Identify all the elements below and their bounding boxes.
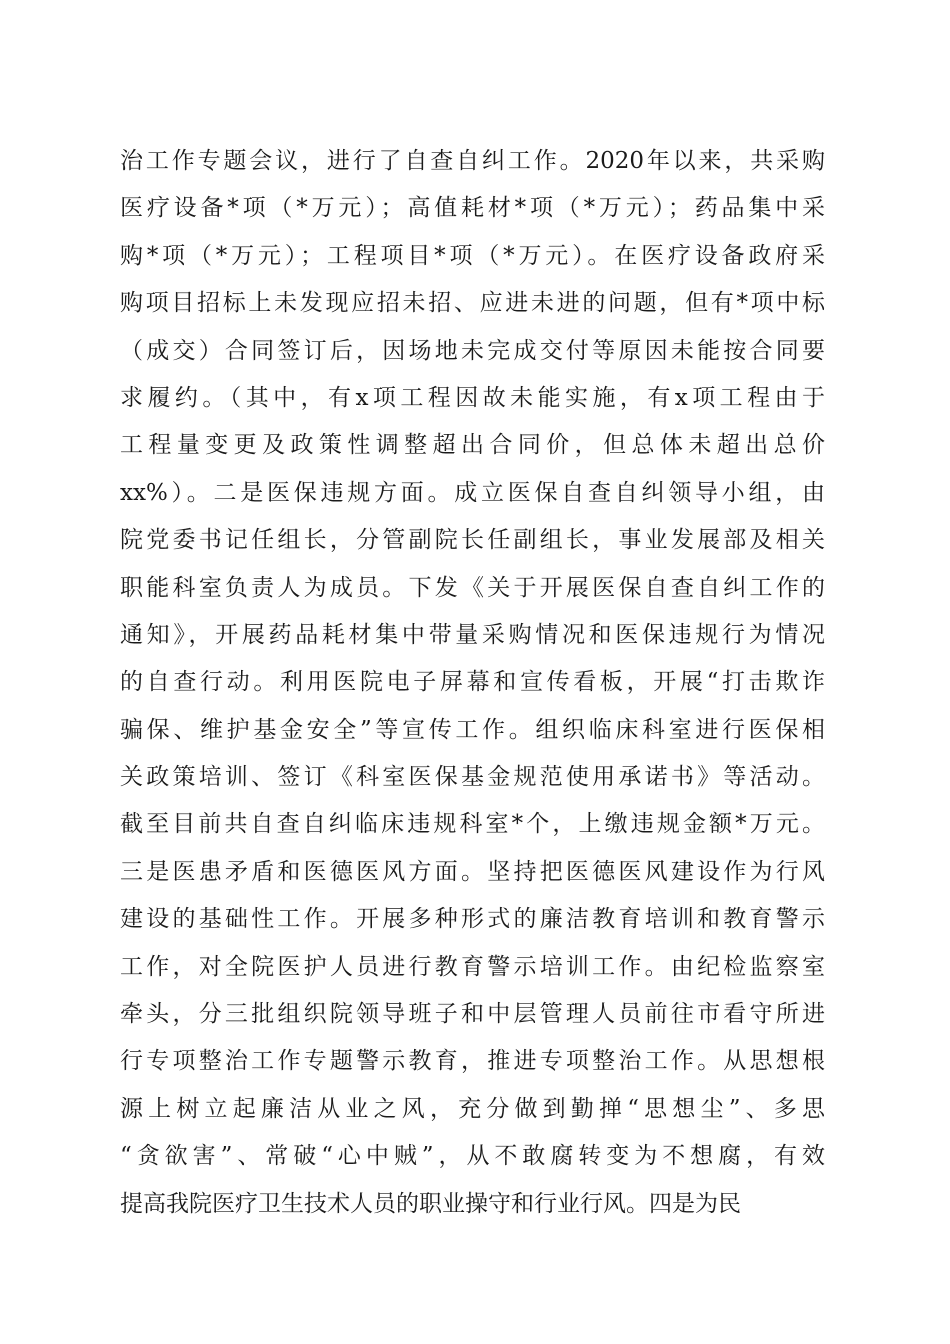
text-line: 求履约。（其中，有x项工程因故未能实施，有x项工程由于 <box>120 384 825 411</box>
text-line: 截至目前共自查自纠临床违规科室*个，上缴违规金额*万元。 <box>120 811 825 838</box>
text-line: 工作，对全院医护人员进行教育警示培训工作。由纪检监察室 <box>120 953 825 980</box>
text-line: xx%）。二是医保违规方面。成立医保自查自纠领导小组，由 <box>120 479 825 506</box>
text-line: 工程量变更及政策性调整超出合同价，但总体未超出总价 <box>120 432 825 459</box>
text-line: 治工作专题会议，进行了自查自纠工作。2020年以来，共采购 <box>120 148 825 174</box>
text-line: 三是医患矛盾和医德医风方面。坚持把医德医风建设作为行风 <box>120 858 825 885</box>
text-line: 源上树立起廉洁从业之风，充分做到勤掸“思想尘”、多思 <box>120 1095 825 1122</box>
text-line: 购*项（*万元）；工程项目*项（*万元）。在医疗设备政府采 <box>120 242 825 269</box>
text-line: 提高我院医疗卫生技术人员的职业操守和行业行风。四是为民 <box>120 1190 741 1217</box>
text-line: 建设的基础性工作。开展多种形式的廉洁教育培训和教育警示 <box>120 906 825 933</box>
text-line: 行专项整治工作专题警示教育，推进专项整治工作。从思想根 <box>120 1048 825 1075</box>
body-paragraph <box>120 138 825 1228</box>
text-line: 骗保、维护基金安全”等宣传工作。组织临床科室进行医保相 <box>120 716 825 743</box>
text-line: 职能科室负责人为成员。下发《关于开展医保自查自纠工作的 <box>120 574 825 601</box>
text-line: 医疗设备*项（*万元）；高值耗材*项（*万元）；药品集中采 <box>120 195 825 222</box>
text-line: 院党委书记任组长，分管副院长任副组长，事业发展部及相关 <box>120 527 825 554</box>
text-line: （成交）合同签订后，因场地未完成交付等原因未能按合同要 <box>120 337 825 364</box>
text-line: “贪欲害”、常破“心中贼”，从不敢腐转变为不想腐，有效 <box>120 1143 825 1170</box>
text-line: 购项目招标上未发现应招未招、应进未进的问题，但有*项中标 <box>120 290 825 317</box>
text-line: 通知》，开展药品耗材集中带量采购情况和医保违规行为情况 <box>120 621 825 648</box>
text-line: 的自查行动。利用医院电子屏幕和宣传看板，开展“打击欺诈 <box>120 669 825 696</box>
text-line: 牵头，分三批组织院领导班子和中层管理人员前往市看守所进 <box>120 1001 825 1028</box>
text-line: 关政策培训、签订《科室医保基金规范使用承诺书》等活动。 <box>120 764 825 791</box>
